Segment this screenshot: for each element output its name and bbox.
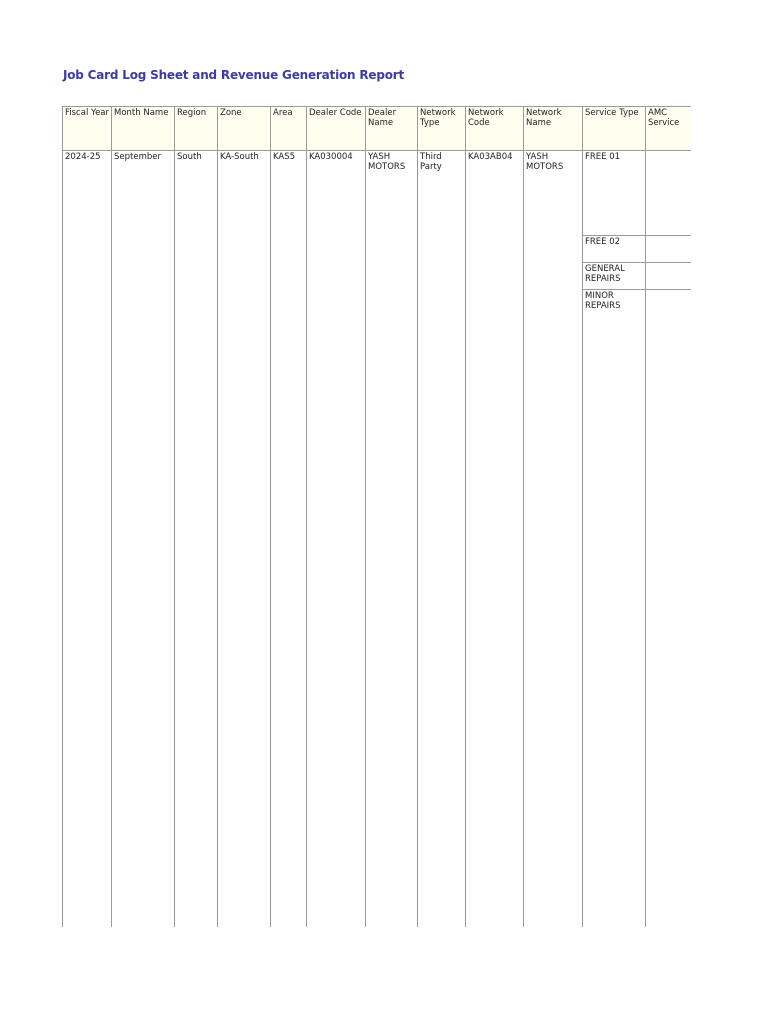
column-header-network-type[interactable]: Network Type (418, 107, 466, 151)
cell-service-type[interactable]: GENERAL REPAIRS (583, 263, 646, 290)
cell-dealer-code[interactable]: KA030004 (307, 151, 366, 928)
cell-amc-service[interactable] (646, 263, 691, 290)
column-header-fiscal-year[interactable]: Fiscal Year (63, 107, 112, 151)
column-header-dealer-name[interactable]: Dealer Name (366, 107, 418, 151)
report-table (62, 106, 691, 927)
table-row (63, 151, 691, 236)
page-title: Job Card Log Sheet and Revenue Generation Report (63, 68, 405, 82)
column-header-network-code[interactable]: Network Code (466, 107, 524, 151)
column-header-dealer-code[interactable]: Dealer Code (307, 107, 366, 151)
cell-service-type[interactable]: FREE 02 (583, 236, 646, 263)
header-row (63, 107, 691, 151)
cell-amc-service[interactable] (646, 151, 691, 236)
cell-network-code[interactable]: KA03AB04 (466, 151, 524, 928)
column-header-region[interactable]: Region (175, 107, 218, 151)
cell-amc-service[interactable] (646, 236, 691, 263)
cell-service-type[interactable]: FREE 01 (583, 151, 646, 236)
cell-network-type[interactable]: Third Party (418, 151, 466, 928)
column-header-service-type[interactable]: Service Type (583, 107, 646, 151)
cell-service-type[interactable]: MINOR REPAIRS (583, 290, 646, 928)
cell-fiscal-year[interactable]: 2024-25 (63, 151, 112, 928)
cell-region[interactable]: South (175, 151, 218, 928)
column-header-area[interactable]: Area (271, 107, 307, 151)
cell-network-name[interactable]: YASH MOTORS (524, 151, 583, 928)
column-header-amc-service[interactable]: AMC Service (646, 107, 691, 151)
column-header-month-name[interactable]: Month Name (112, 107, 175, 151)
column-header-network-name[interactable]: Network Name (524, 107, 583, 151)
cell-area[interactable]: KAS5 (271, 151, 307, 928)
cell-amc-service[interactable] (646, 290, 691, 928)
column-header-zone[interactable]: Zone (218, 107, 271, 151)
cell-dealer-name[interactable]: YASH MOTORS (366, 151, 418, 928)
cell-zone[interactable]: KA-South (218, 151, 271, 928)
cell-month-name[interactable]: September (112, 151, 175, 928)
